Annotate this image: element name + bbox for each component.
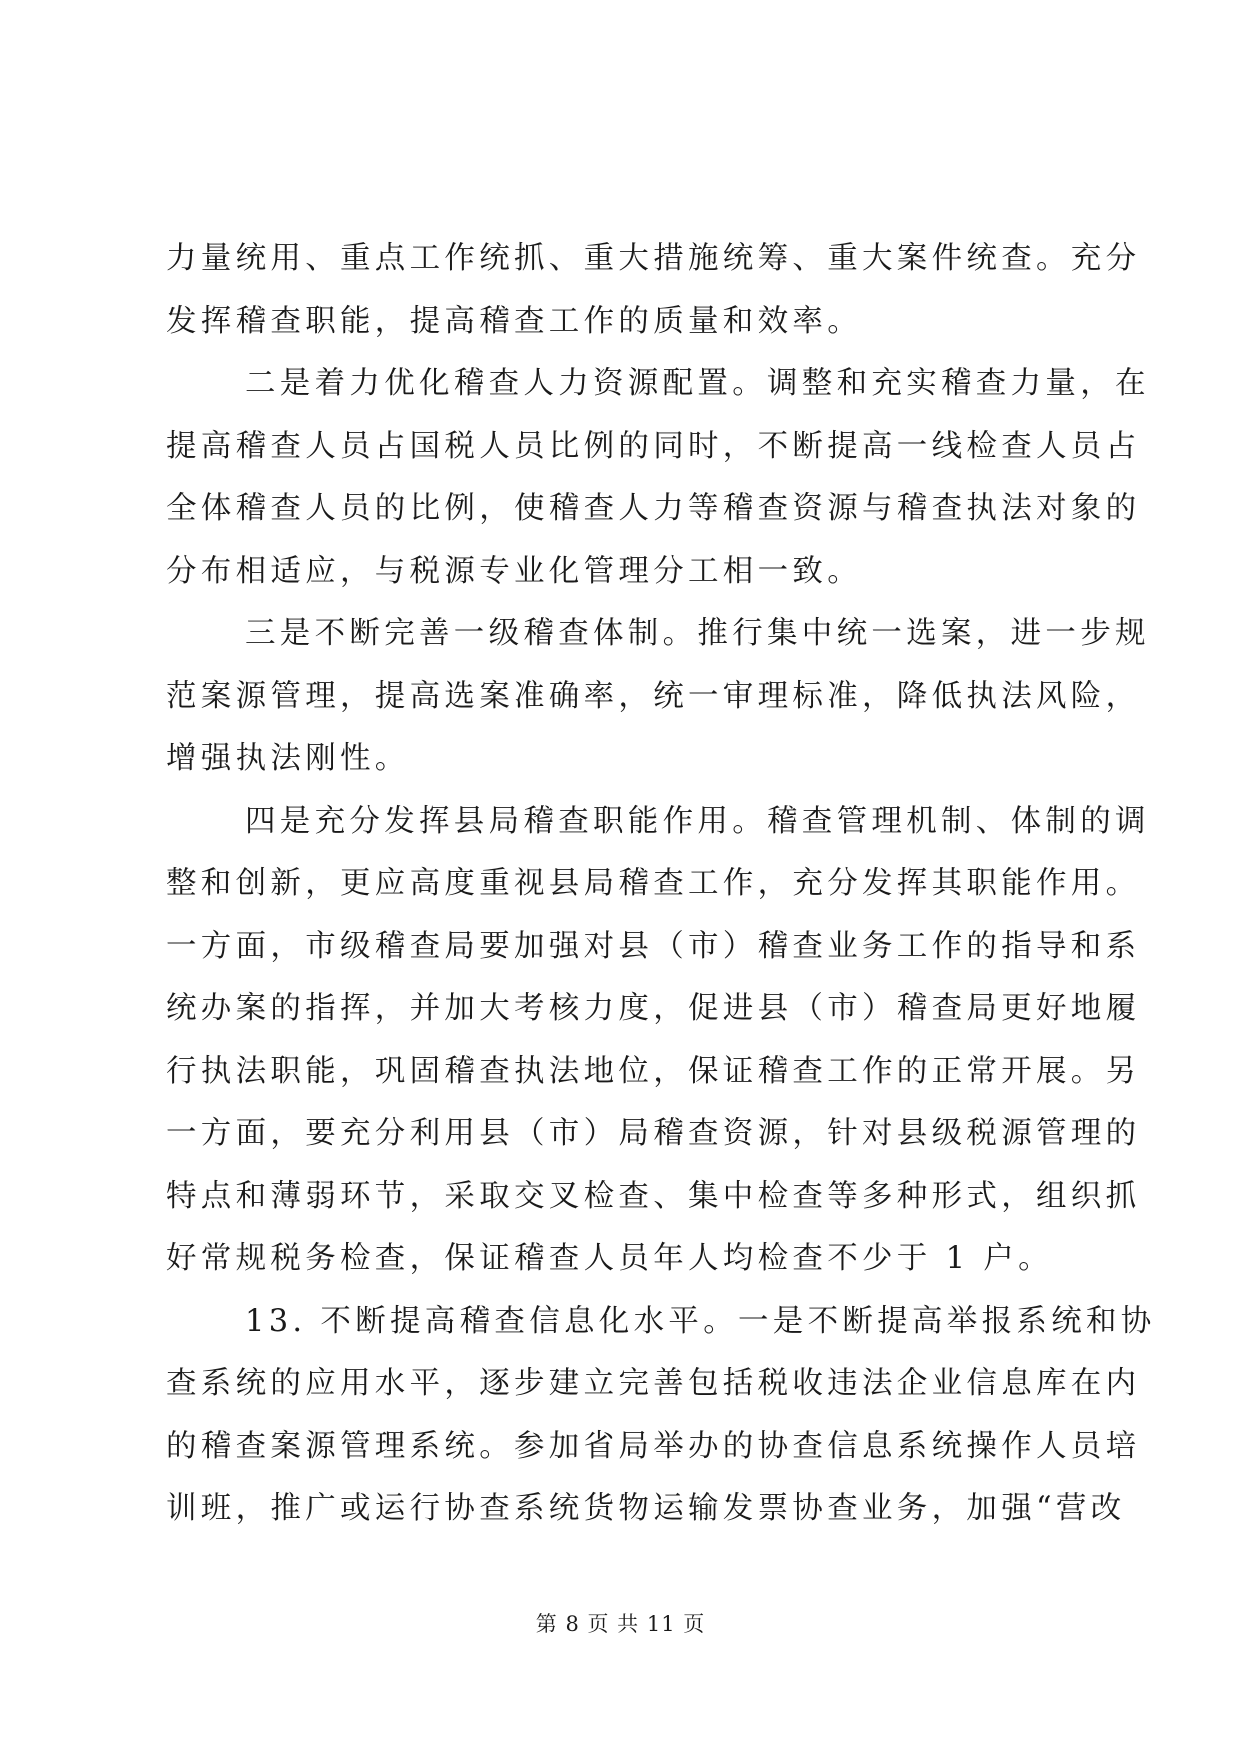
- body-line: 一方面，要充分利用县（市）局稽查资源，针对县级税源管理的: [166, 1116, 1141, 1151]
- body-line: 四是充分发挥县局稽查职能作用。稽查管理机制、体制的调: [245, 803, 1150, 839]
- body-line: 分布相适应，与税源专业化管理分工相一致。: [166, 553, 862, 589]
- body-line: 的稽查案源管理系统。参加省局举办的协查信息系统操作人员培: [166, 1428, 1141, 1464]
- body-line: 提高稽查人员占国税人员比例的同时，不断提高一线检查人员占: [166, 428, 1141, 464]
- page-number-footer: 第 8 页 共 11 页: [535, 1612, 706, 1636]
- body-line: 三是不断完善一级稽查体制。推行集中统一选案，进一步规: [245, 616, 1150, 651]
- body-line: 全体稽查人员的比例，使稽查人力等稽查资源与稽查执法对象的: [166, 491, 1141, 526]
- body-line: 二是着力优化稽查人力资源配置。调整和充实稽查力量，在: [245, 366, 1150, 401]
- body-line: 特点和薄弱环节，采取交叉检查、集中检查等多种形式，组织抓: [166, 1178, 1141, 1214]
- body-line: 一方面，市级稽查局要加强对县（市）稽查业务工作的指导和系: [166, 928, 1141, 964]
- body-line: 力量统用、重点工作统抓、重大措施统筹、重大案件统查。充分: [166, 241, 1141, 276]
- body-line: 增强执法刚性。: [166, 741, 410, 776]
- body-line: 好常规税务检查，保证稽查人员年人均检查不少于 1 户。: [166, 1241, 1053, 1276]
- body-line: 发挥稽查职能，提高稽查工作的质量和效率。: [166, 303, 862, 339]
- body-line: 统办案的指挥，并加大考核力度，促进县（市）稽查局更好地履: [166, 991, 1141, 1026]
- body-line: 行执法职能，巩固稽查执法地位，保证稽查工作的正常开展。另: [166, 1053, 1141, 1089]
- body-line: 查系统的应用水平，逐步建立完善包括税收违法企业信息库在内: [166, 1366, 1141, 1401]
- body-line: 13. 不断提高稽查信息化水平。一是不断提高举报系统和协: [245, 1303, 1156, 1339]
- body-line: 范案源管理，提高选案准确率，统一审理标准，降低执法风险，: [166, 678, 1141, 714]
- body-line: 整和创新，更应高度重视县局稽查工作，充分发挥其职能作用。: [166, 866, 1141, 901]
- document-body: [166, 228, 1156, 1541]
- body-line: 训班，推广或运行协查系统货物运输发票协查业务，加强“营改: [166, 1491, 1126, 1526]
